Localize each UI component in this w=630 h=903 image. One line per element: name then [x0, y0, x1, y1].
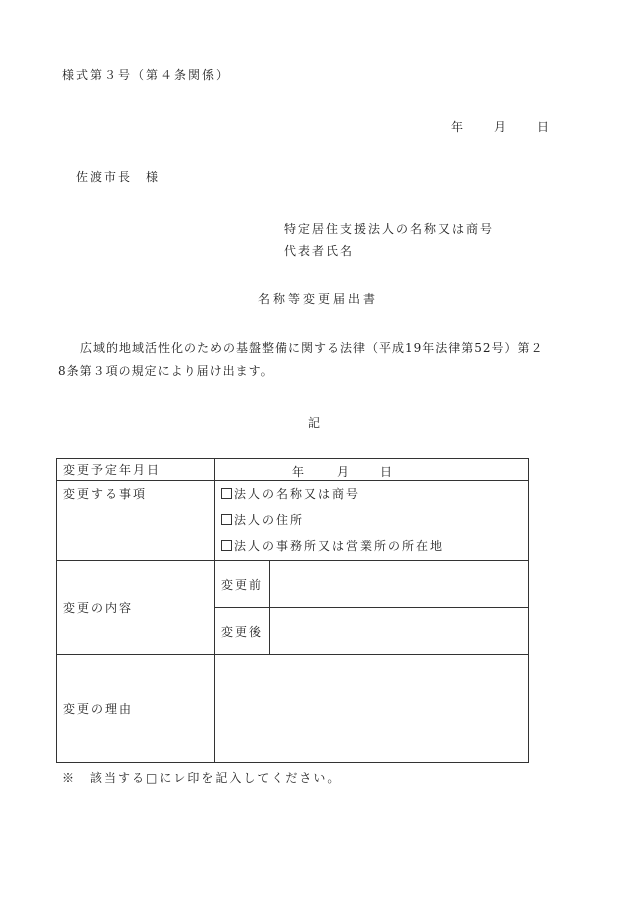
document-title: 名称等変更届出書	[258, 292, 379, 306]
change-form-table	[56, 458, 529, 763]
date-month-label: 月	[494, 120, 507, 134]
option-office-location[interactable]: 法人の事務所又は営業所の所在地	[221, 533, 522, 559]
before-input[interactable]	[270, 561, 529, 608]
scheduled-date-field[interactable]	[215, 459, 529, 481]
date-day-label: 日	[537, 120, 550, 134]
field-year-label: 年	[292, 465, 307, 479]
after-input[interactable]	[270, 608, 529, 655]
body-text-line-1: 広域的地域活性化のための基盤整備に関する法律（平成19年法律第52号）第２	[80, 341, 544, 355]
field-day-label: 日	[380, 465, 395, 479]
before-label: 変更前	[215, 561, 270, 608]
form-number: 様式第３号（第４条関係）	[62, 68, 231, 82]
checkbox[interactable]	[221, 488, 232, 499]
checkbox[interactable]	[221, 540, 232, 551]
ki-heading: 記	[308, 416, 323, 430]
after-label: 変更後	[215, 608, 270, 655]
option-name-or-trade-name[interactable]: 法人の名称又は商号	[221, 481, 522, 507]
applicant-name-label: 特定居住支援法人の名称又は商号	[284, 222, 495, 236]
change-items-label: 変更する事項	[57, 481, 215, 561]
change-items-options	[215, 481, 529, 561]
change-reason-label: 変更の理由	[57, 655, 215, 763]
date-year-label: 年	[451, 120, 464, 134]
footnote: ※ 該当する□にレ印を記入してください。	[62, 771, 342, 785]
scheduled-date-label: 変更予定年月日	[57, 459, 215, 481]
addressee: 佐渡市長 様	[76, 170, 161, 184]
field-month-label: 月	[337, 465, 352, 479]
representative-name-label: 代表者氏名	[284, 244, 355, 258]
option-address[interactable]: 法人の住所	[221, 507, 522, 533]
checkbox[interactable]	[221, 514, 232, 525]
change-reason-input[interactable]	[215, 655, 529, 763]
body-text-line-2: 8条第３項の規定により届け出ます。	[58, 364, 274, 378]
change-content-label: 変更の内容	[57, 561, 215, 655]
